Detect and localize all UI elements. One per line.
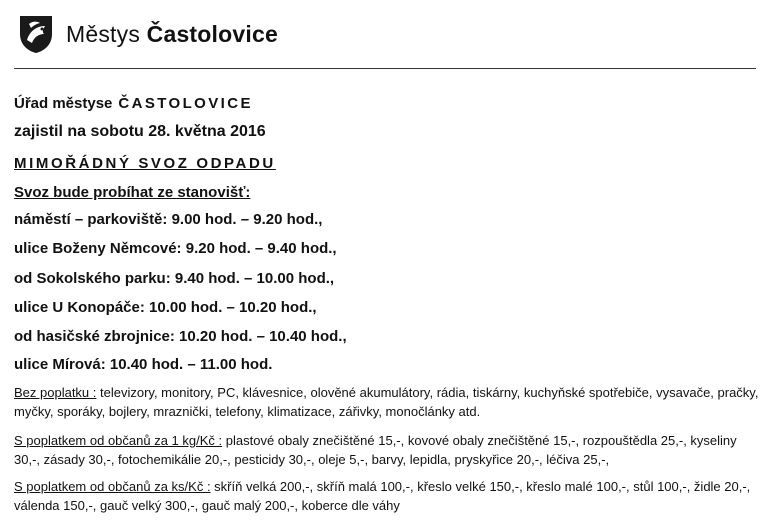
per-piece-paragraph [14,477,764,515]
header-divider [14,68,756,69]
office-prefix: Úřad městyse [14,95,113,112]
office-town: ČASTOLOVICE [118,95,253,112]
free-items-text: televizory, monitory, PC, klávesnice, olověné akumulátory, rádia, tiskárny, kuchyňské spotřebiče, vysavače, pračky, myčky, sporáky, bojlery, mraznički, telefony, klimatizace, zářivky, monočlánky atd. [14,385,759,419]
per-kg-text: plastové obaly znečištěné 15,-, kovové obaly znečištěné 15,-, rozpouštědla 25,-, kyseliny 30,-, zásady 30,-, fotochemikálie 20,-, pesticidy 30,-, oleje 5,-, barvy, lepidla, pryskyřice 20,-, léčiva 25,-, [14,433,737,467]
stop-line: ulice Boženy Němcové: 9.20 hod. – 9.40 hod., [14,240,337,257]
per-kg-paragraph [14,431,764,469]
date-line: zajistil na sobotu 28. května 2016 [14,123,266,140]
stops-subheading: Svoz bude probíhat ze stanovišť: [14,184,251,201]
town-coat-of-arms-icon [18,14,54,54]
stop-line: od hasičské zbrojnice: 10.20 hod. – 10.40 hod., [14,328,347,345]
brand-prefix: Městys [66,20,141,47]
stop-line: náměstí – parkoviště: 9.00 hod. – 9.20 hod., [14,211,323,228]
stop-line: ulice U Konopáče: 10.00 hod. – 10.20 hod., [14,299,317,316]
header [18,12,278,56]
stop-line: ulice Mírová: 10.40 hod. – 11.00 hod. [14,356,273,373]
office-line [14,95,253,112]
stop-line: od Sokolského parku: 9.40 hod. – 10.00 hod., [14,270,335,287]
notice-heading: MIMOŘÁDNÝ SVOZ ODPADU [14,155,276,172]
free-items-label: Bez poplatku : [14,385,97,400]
per-piece-text: skříň velká 200,-, skříň malá 100,-, křeslo velké 150,-, křeslo malé 100,-, stůl 100,-, židle 20,-, válenda 150,-, gauč velký 300,-, gauč malý 200,-, koberce dle váhy [14,479,751,513]
per-kg-label: S poplatkem od občanů za 1 kg/Kč : [14,433,223,448]
brand-town: Častolovice [146,20,278,47]
per-piece-label: S poplatkem od občanů za ks/Kč : [14,479,211,494]
brand [66,21,278,48]
free-items-paragraph [14,383,764,421]
